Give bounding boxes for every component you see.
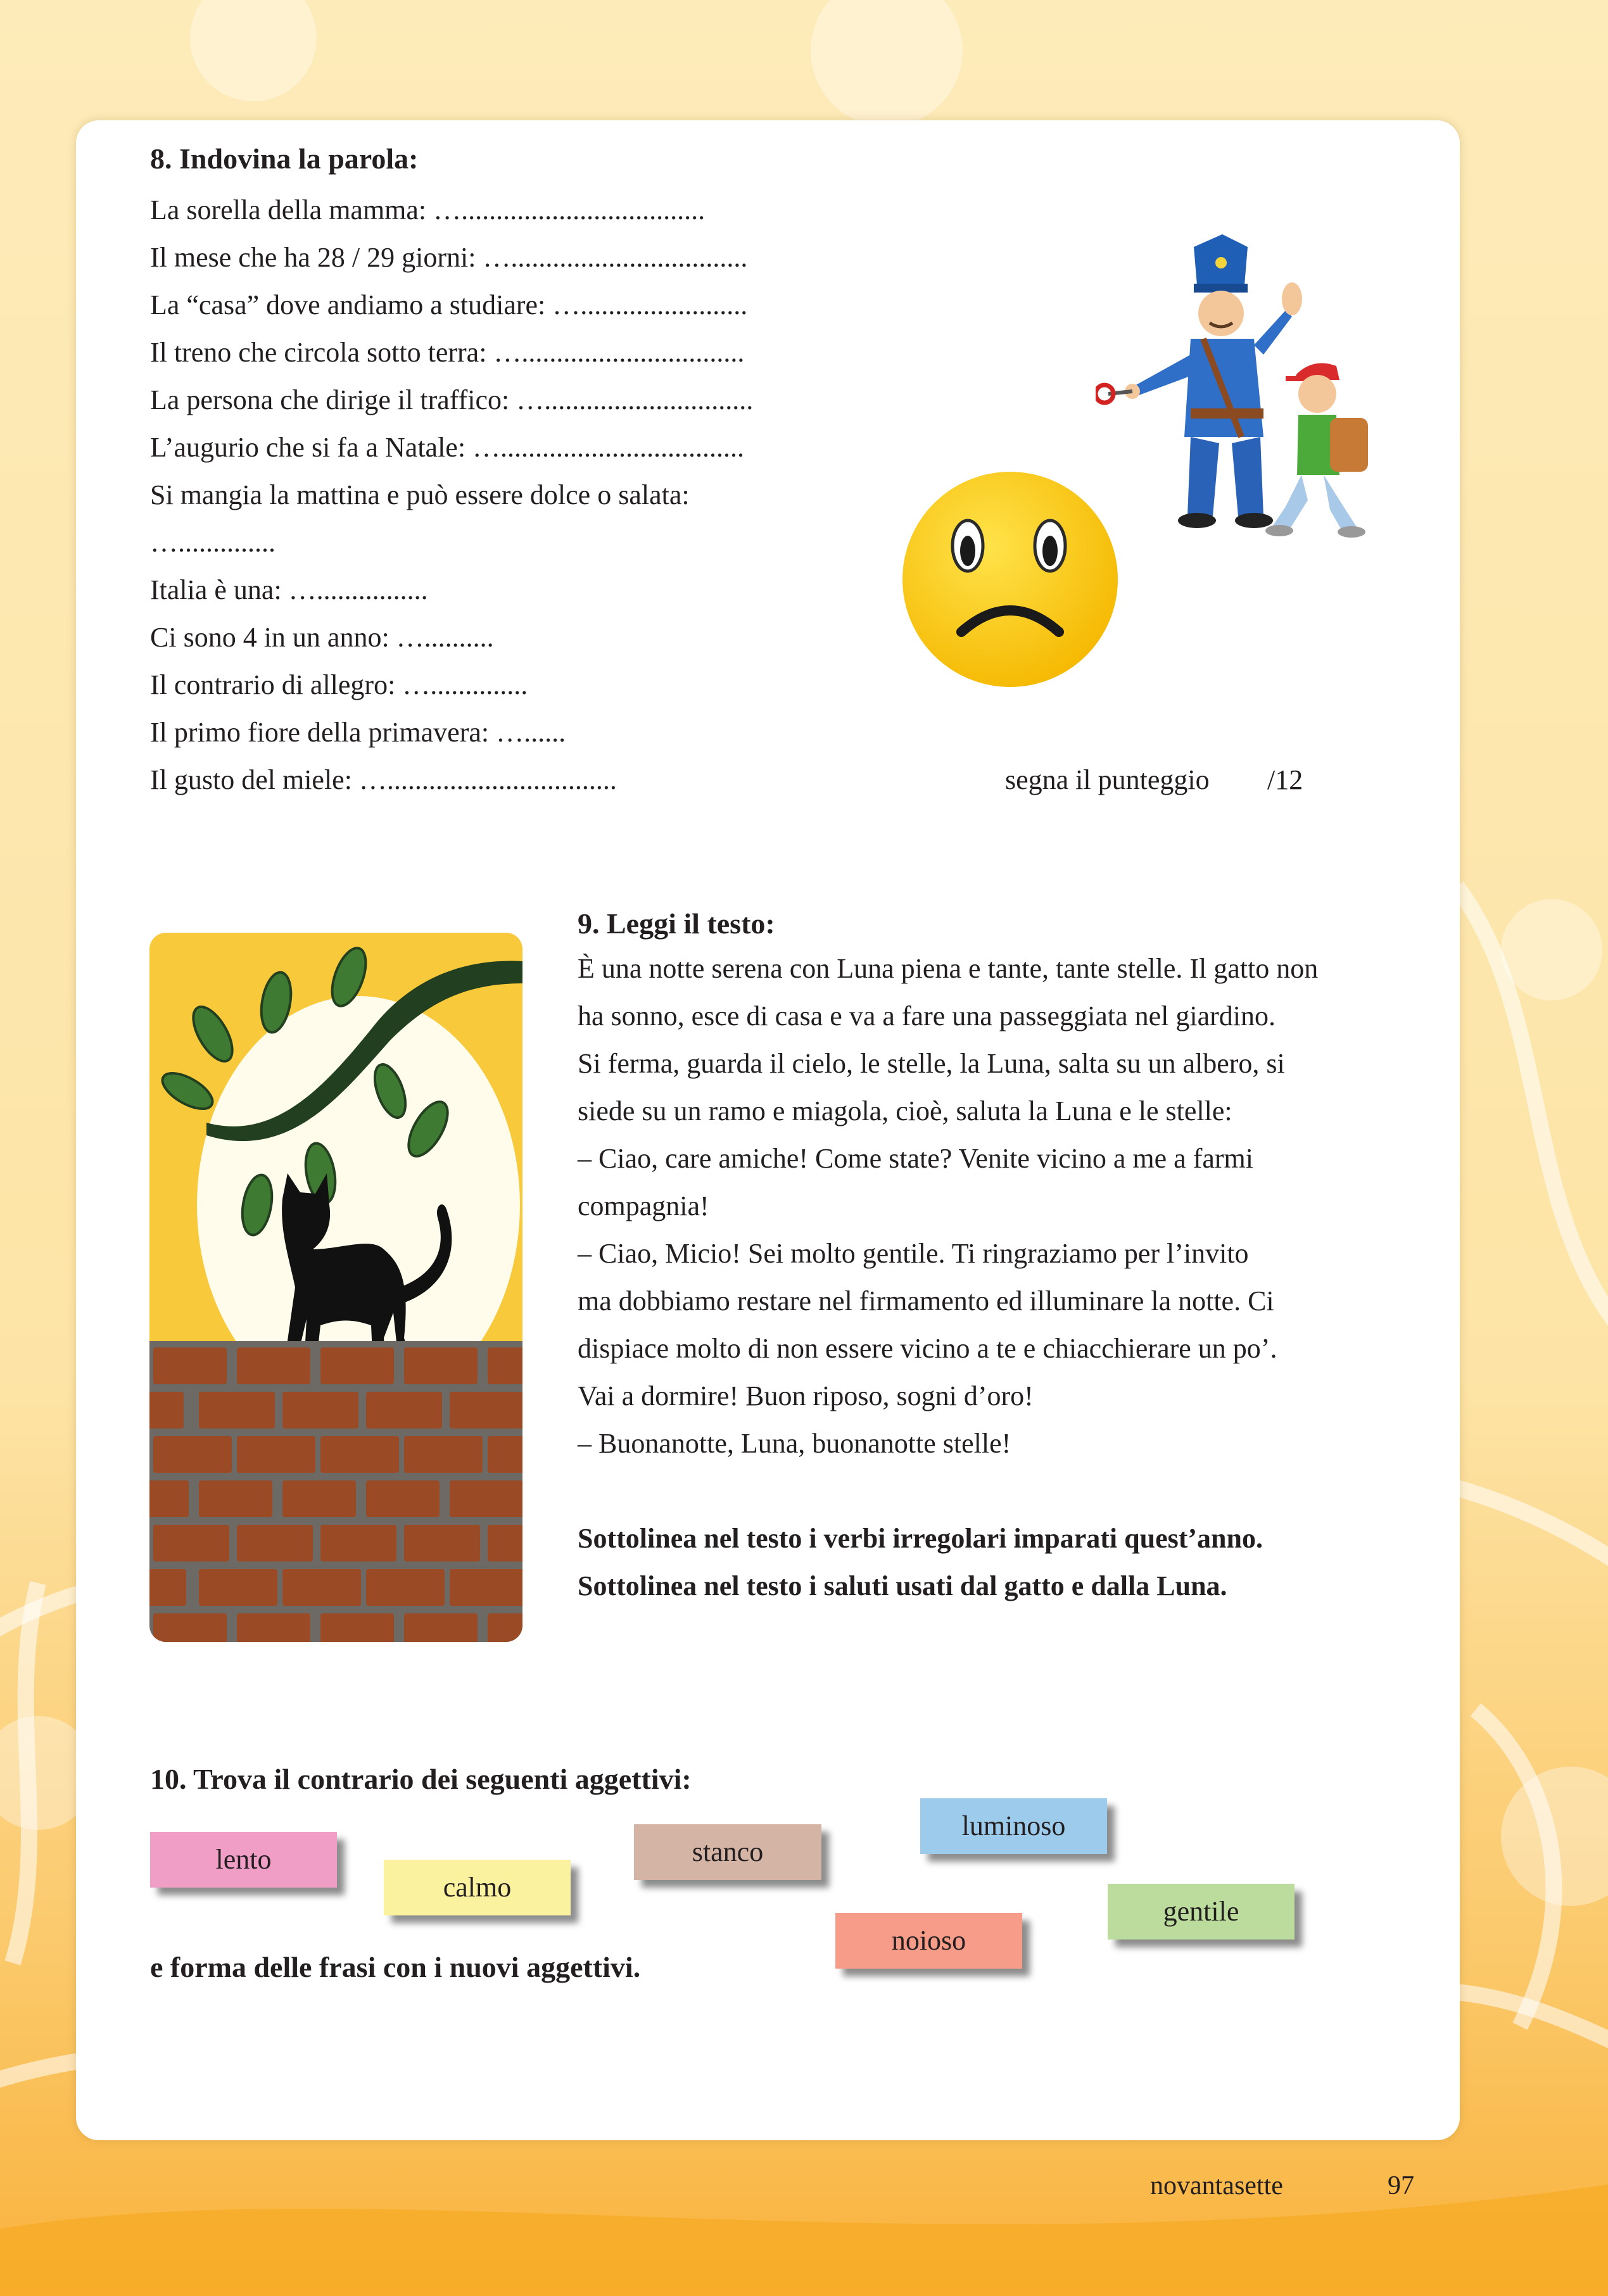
brick: [199, 1392, 275, 1429]
riddle-line[interactable]: Il gusto del miele: ….................................: [150, 764, 617, 795]
brick: [149, 1392, 184, 1429]
brick: [153, 1613, 227, 1642]
adjective-chip-stanco[interactable]: stanco: [634, 1824, 821, 1880]
riddle-line: Si mangia la mattina e può essere dolce o salata:: [150, 479, 690, 510]
brick: [404, 1436, 483, 1473]
riddle-line[interactable]: …..............: [150, 527, 275, 558]
brick: [488, 1525, 522, 1561]
brick: [153, 1347, 227, 1384]
riddle-line[interactable]: Il primo fiore della primavera: …......: [150, 717, 566, 748]
cat-on-wall-illustration: [149, 933, 522, 1642]
brick: [149, 1480, 189, 1517]
riddle-line[interactable]: L’augurio che si fa a Natale: …...................................: [150, 432, 745, 463]
adjective-chip-luminoso[interactable]: luminoso: [920, 1798, 1107, 1854]
brick: [488, 1347, 522, 1384]
exercise-10-footer: e forma delle frasi con i nuovi aggettivi.: [150, 1951, 641, 1983]
exercise-9-heading: 9. Leggi il testo:: [578, 907, 775, 940]
brick: [488, 1613, 522, 1642]
brick: [450, 1480, 522, 1517]
brick: [199, 1480, 272, 1517]
riddle-line[interactable]: Il mese che ha 28 / 29 giorni: …..................................: [150, 242, 748, 273]
story-line: dispiace molto di non essere vicino a te e chiacchierare un po’.: [578, 1333, 1277, 1364]
adjective-chip-noioso[interactable]: noioso: [835, 1913, 1022, 1969]
brick: [366, 1392, 442, 1429]
brick: [237, 1525, 313, 1561]
story-line: – Buonanotte, Luna, buonanotte stelle!: [578, 1428, 1011, 1459]
brick: [282, 1480, 356, 1517]
exercise-10-heading: 10. Trova il contrario dei seguenti aggettivi:: [150, 1763, 692, 1795]
brick: [199, 1569, 277, 1606]
story-line: È una notte serena con Luna piena e tante, tante stelle. Il gatto non: [578, 953, 1319, 984]
score-label: segna il punteggio: [1005, 764, 1210, 795]
brick: [153, 1436, 232, 1473]
riddle-line[interactable]: Il contrario di allegro: …..............: [150, 669, 528, 700]
story-line: ha sonno, esce di casa e va a fare una passeggiata nel giardino.: [578, 1000, 1276, 1031]
riddle-line[interactable]: La “casa” dove andiamo a studiare: …........................: [150, 289, 748, 320]
story-line: – Ciao, care amiche! Come state? Venite vicino a me a farmi: [578, 1143, 1253, 1174]
brick: [488, 1436, 522, 1473]
brick: [237, 1436, 315, 1473]
brick: [282, 1392, 358, 1429]
policeman-icon: [1096, 234, 1302, 528]
adjective-chip-calmo[interactable]: calmo: [384, 1860, 571, 1915]
riddle-line[interactable]: Il treno che circola sotto terra: …................................: [150, 337, 745, 368]
brick: [366, 1480, 440, 1517]
adjective-chip-lento[interactable]: lento: [150, 1832, 337, 1888]
score-value[interactable]: /12: [1267, 764, 1303, 795]
brick: [320, 1436, 399, 1473]
brick: [450, 1392, 522, 1429]
riddle-line[interactable]: La sorella della mamma: …...................................: [150, 194, 706, 225]
story-line: compagnia!: [578, 1190, 709, 1221]
story-line: Vai a dormire! Buon riposo, sogni d’oro!: [578, 1380, 1034, 1411]
schoolboy-icon: [1265, 363, 1368, 538]
story-line: Si ferma, guarda il cielo, le stelle, la Luna, salta su un albero, si: [578, 1048, 1285, 1079]
exercise-8-heading: 8. Indovina la parola:: [150, 142, 419, 175]
brick: [450, 1569, 522, 1606]
page-number-word: novantasette: [1150, 2171, 1283, 2200]
brick: [366, 1569, 445, 1606]
brick: [237, 1347, 310, 1384]
instruction-line: Sottolinea nel testo i verbi irregolari imparati quest’anno.: [578, 1523, 1263, 1554]
riddle-line[interactable]: Italia è una: …................: [150, 574, 428, 605]
page-number: 97: [1388, 2171, 1414, 2200]
brick: [320, 1613, 394, 1642]
instruction-line: Sottolinea nel testo i saluti usati dal gatto e dalla Luna.: [578, 1570, 1227, 1601]
story-line: ma dobbiamo restare nel firmamento ed illuminare la notte. Ci: [578, 1285, 1274, 1316]
adjective-chip-gentile[interactable]: gentile: [1108, 1884, 1295, 1940]
sad-face-icon: [893, 462, 1127, 697]
brick: [149, 1569, 186, 1606]
brick: [320, 1347, 394, 1384]
brick: [153, 1525, 229, 1561]
brick: [404, 1347, 478, 1384]
riddle-line[interactable]: Ci sono 4 in un anno: …..........: [150, 622, 494, 653]
story-line: – Ciao, Micio! Sei molto gentile. Ti ringraziamo per l’invito: [578, 1238, 1249, 1269]
story-line: siede su un ramo e miagola, cioè, saluta la Luna e le stelle:: [578, 1095, 1232, 1126]
brick: [404, 1525, 480, 1561]
brick: [237, 1613, 310, 1642]
brick: [404, 1613, 478, 1642]
brick: [282, 1569, 361, 1606]
riddle-line[interactable]: La persona che dirige il traffico: …..............................: [150, 384, 754, 415]
policeman-and-boy-illustration: [1096, 228, 1374, 545]
brick: [320, 1525, 396, 1561]
